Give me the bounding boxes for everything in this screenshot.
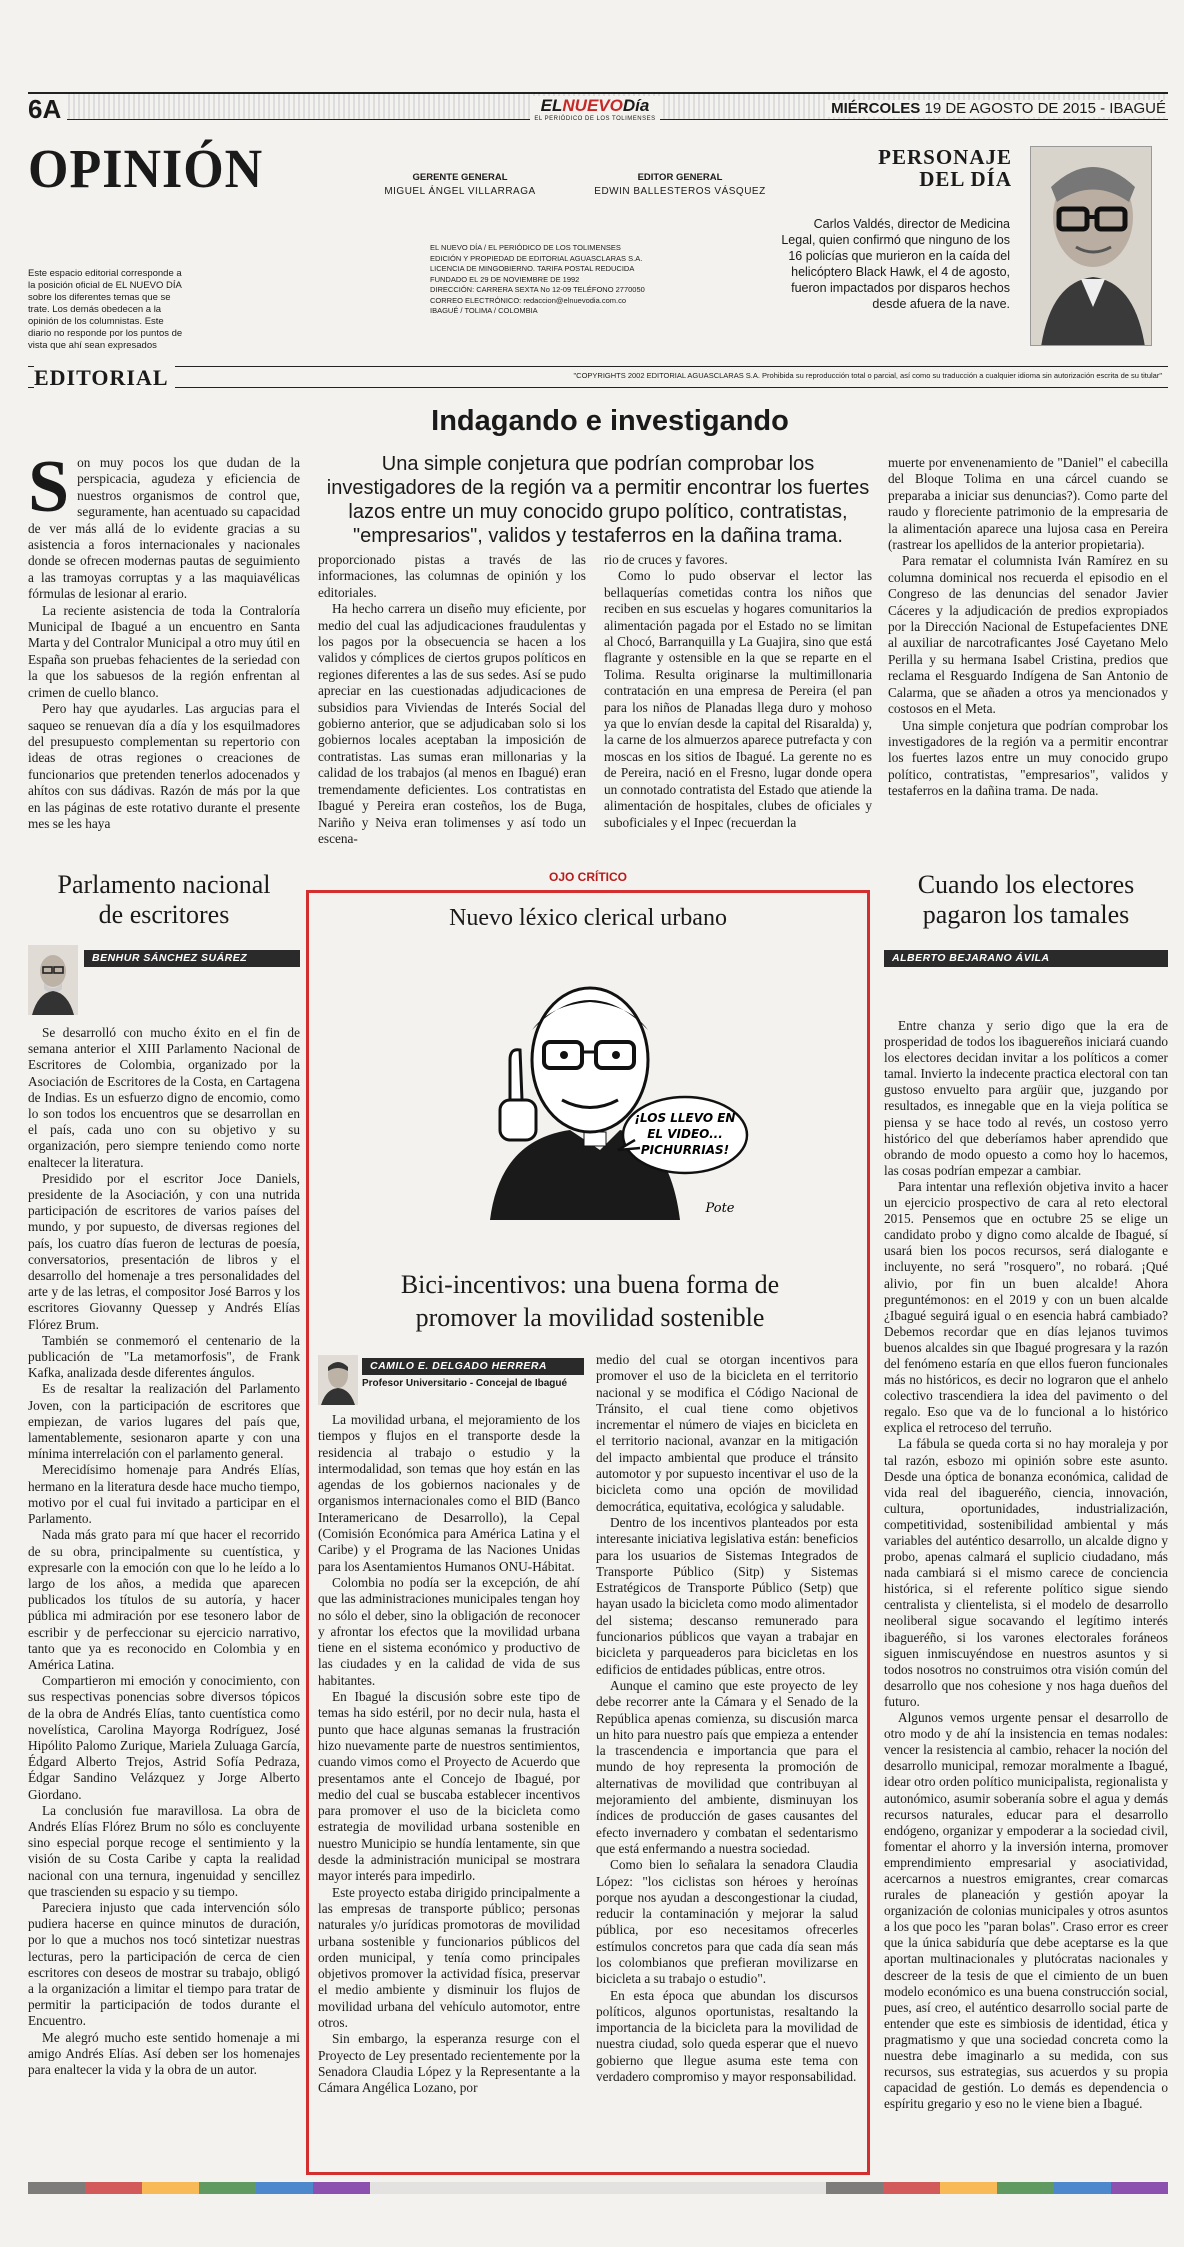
bici-col-2: medio del cual se otorgan incentivos para promover el uso de la bicicleta en el territorio nacional y se modifica el Código Nacional de Tránsito, el cual tiene como objetivos incrementar el número de viajes en bicicleta en el territorio nacional, avanzar en la mitigación del impacto ambiental que produce el tránsito automotor y por supuesto incentivar el uso de la bicicleta como una opción de movilidad democrática, equitativa, ecológica y saludable. Dentro de los incentivos planteados por esta interesante iniciativa legislativa están: beneficios para los usuarios de Sistemas Integrados de Transporte Público (Sitp) y Sistemas Estratégicos de Transporte Público (Setp) que hayan usado la bicicleta como modo alimentador del sistema; descanso remunerado para funcionarios públicos que vayan a trabajar en bicicleta y parqueaderos para bicicletas en los edificios de entidades públicas, entre otros. Aunque el camino que este proyecto de ley debe recorrer ante la Cámara y el Senado de la República apenas comienza, su discusión marca un hito para nuestro país que empieza a entender la trascendencia e importancia que para el mundo de hoy representa la promoción de alternativas de movilidad que contribuyan al mejoramiento del ambiente, disminuyan los índices de producción de gases causantes del efecto invernadero y combatan el sedentarismo que está enfermando a nuestra sociedad. Como bien lo señalara la senadora Claudia López: "los ciclistas son héroes y heroínas porque nos ayudan a descongestionar la ciudad, reducir la contaminación y mejorar la salud pública, por eso necesitamos ofrecerles estímulos concretos para que cada día sean más los colombianos que prefieran movilizarse en bicicleta a su trabajo o estudio". En esta época que abundan los discursos políticos, algunos oportunistas, resaltando la importancia de la bicicleta para la movilidad de nuestra ciudad, solo queda esperar que el nuevo gobierno que llegue asuma este tema con verdadero compromiso y mayor responsabilidad. [596, 1352, 858, 2085]
right-column-title: Cuando los electores pagaron los tamales [917, 870, 1135, 929]
editorial-cartoon [470, 950, 750, 1220]
left-author-byline: BENHUR SÁNCHEZ SUÁREZ [84, 950, 300, 967]
section-title: OPINIÓN [28, 139, 264, 200]
editorial-col-1: S on muy pocos los que dudan de la perspicacia, agudeza y eficiencia de nuestros organismos de control que, seguramente, han acentuado su capacidad de ver más allá de lo evidente gracias a su asistencia a foros internacionales y nacionales donde se ofrecen modernas pautas de seguimiento a las tramoyas corruptas y a las maquiavélicas fórmulas de lesionar al erario. La reciente asistencia de toda la Contraloría Municipal de Ibagué a un encuentro en Santa Marta y del Contralor Municipal a otro muy útil en España son pruebas fehacientes de la seriedad con la que los sabuesos de la región enfrentan al crimen de cuello blanco. Pero hay que ayudarles. Las argucias para el saqueo se renuevan día a día y los esquilmadores del presupuesto complementan su repertorio con ideas de otras regiones o creaciones de funcionarios que pretenden tenerlos adocenados y ahítos con sus dádivas. Razón de más por la que en las páginas de este rotativo durante el presente mes se les haya [28, 446, 300, 831]
left-column-body: Se desarrolló con mucho éxito en el fin de semana anterior el XIII Parlamento Nacional de Escritores de Colombia, organizado por la Asociación de Escritores de la Costa, en Cartagena de Indias. Es un esfuerzo digno de encomio, como lo son todos los encuentros que se desarrollan en el país, cada uno con su objetivo y su organización, pero siempre teniendo como norte enaltecer la literatura. Presidido por el escritor Joce Daniels, presidente de la Asociación, y con una nutrida participación de escritores de varios países del mundo, y por supuesto, de diversas regiones del país, los cuatro días fueron de lecturas de poesía, conversatorios, presentación de libros y el desarrollo del homenaje a tres personalidades del arte y de las letras, el compositor José Barros y los escritores Giovanny Quessep y Andrés Elías Flórez Brum. También se conmemoró el centenario de la publicación de "La metamorfosis", de Frank Kafka, analizada desde diferentes ángulos. Es de resaltar la realización del Parlamento Joven, con la participación de escritores que empiezan, de varios lugares del país que, lamentablemente, sesionaron aparte y con una mínima interrelación con el parlamento general. Merecidísimo homenaje para Andrés Elías, hermano en la literatura desde hace mucho tiempo, motivo por el cual fui invitado a participar en el Parlamento. Nada más grato para mí que hacer el recorrido de su obra, principalmente su cuentística, y expresarle con la emoción con que lo he leído a lo largo de los años, a medida que aparecen publicados los títulos de su autoría, y hacer pública mi admiración por ese tesonero labor de escribir y de perfeccionar su ejercicio narrativo, tanto que ya es reconocido en Colombia y en América Latina. Compartieron mi emoción y conocimiento, con sus respectivas ponencias sobre diversos tópicos de la obra de Andrés Elías, tanto cuentística como novelística, Carolina Mayorga Rodríguez, José Hipólito Palomo Zurique, Mariela Zuluaga García, Édgard Alberto Trejos, Astrid Sofía Pedraza, Édgar Sandino Velázquez y Jorge Alberto Giordano. La conclusión fue maravillosa. La obra de Andrés Elías Flórez Brum no sólo es concluyente sino especial porque recoge el sentimiento y la visión de su Costa Caribe y capta la realidad nacional con una ternura, ingenuidad y sencillez que trascienden su espacio y su tiempo. Pareciera injusto que cada intervención sólo pudiera hacerse en quince minutos de duración, por lo que a muchos nos tocó sintetizar nuestras lecturas, pero la participación de cerca de cien escritores con deseos de mostrar su trabajo, obligó a la organización a limitar el tiempo para tratar de permitir la participación de todos durante el Encuentro. Me alegró mucho este sentido homenaje a mi amigo Andrés Elías. Así deben ser los homenajes para enaltecer la vida y la obra de un autor. [28, 1025, 300, 2077]
speech-line-3: PICHURRIAS! [640, 1143, 730, 1157]
editorial-headline: Indagando e investigando [431, 405, 789, 437]
bici-col-1: La movilidad urbana, el mejoramiento de los tiempos y flujos en el transporte desde la residencia al trabajo o estudio y la intermodalidad, son temas que hoy están en las agendas de los gobiernos nacionales y de organismos internacionales como el BID (Banco Interamericano de Desarrollo), la Cepal (Comisión Económica para América Latina y el Caribe) y el Programa de las Naciones Unidas para los Asentamientos Humanos ONU-Hábitat. Colombia no podía ser la excepción, de ahí que las administraciones municipales tengan hoy no sólo el deber, sino la obligación de reconocer y afrontar los efectos que la movilidad urbana tiene en el sistema económico y productivo de las ciudades y en la calidad de vida de sus habitantes. En Ibagué la discusión sobre este tipo de temas ha sido estéril, por no decir nula, hasta el punto que hace algunas semanas la frustración hizo nuevamente parte de nuestros sentimientos, cuando vimos como el Proyecto de Acuerdo que presentamos ante el Concejo de Ibagué, por medio del cual se buscaba establecer incentivos para promover el uso de la bicicleta como estrategia de movilidad urbana sostenible en nuestro Municipio se hundía lentamente, sin que desde la administración municipal se mostrara mayor interés para impedirlo. Este proyecto estaba dirigido principalmente a las empresas de transporte público; personas naturales y/o jurídicas promotoras de movilidad urbana sostenible y funcionarios públicos del orden municipal, y tenía como principales objetivos promover la actividad física, preservar el medio ambiente y disminuir los flujos de movilidad urbana del vehículo automotor, entre otros. Sin embargo, la esperanza resurge con el Proyecto de Ley presentado recientemente por la Senadora Claudia López y la Representante a la Cámara Angélica Lozano, por [318, 1412, 580, 2096]
copyright-notice: "COPYRIGHTS 2002 EDITORIAL AGUASCLARAS S.A. Prohibida su reproducción total o parcial, así como su traducción a cualquier idioma sin autorización escrita de su titular" [573, 371, 1162, 380]
color-registration-bar [28, 2182, 1168, 2194]
ojo-critico-label: OJO CRÍTICO [543, 870, 633, 884]
editorial-label: EDITORIAL [34, 365, 175, 391]
editorial-bar [28, 366, 1168, 388]
editorial-subhead: Una simple conjetura que podrían comprobar los investigadores de la región va a permitir encontrar los fuertes lazos entre un muy conocido grupo político, contratistas, "empresarios", validos y testaferros en la dañina trama. [326, 453, 870, 547]
editorial-col-2: proporcionado pistas a través de las informaciones, las columnas de opinión y los editoriales. Ha hecho carrera un diseño muy eficiente, por medio del cual las adjudicaciones fraudulentas y los pagos por la obsecuencia se hacen a los validos y cómplices de ciertos grupos políticos en regiones diferentes a las de sus sedes. Así se pudo apreciar en las cuestionadas adjudicaciones de subsidios para Viviendas de Interés Social del gobierno anterior, que se adjudicaban solo si los gobiernos locales aceptaban la imposición de contratistas. Las sumas eran millonarias y la calidad de los trabajos (al menos en Ibagué) eran tremendamente deficientes. Los contratistas en Ibagué y Pereira eran costeños, los de Buga, Nariño y Neiva eran tolimenses y así todo un escena- [318, 552, 586, 846]
personaje-title: PERSONAJE DEL DÍA [878, 145, 1012, 191]
bici-article-title: Bici-incentivos: una buena forma de promover la movilidad sostenible [400, 1270, 780, 1332]
left-column-title: Parlamento nacional de escritores [57, 870, 271, 929]
speech-line-2: EL VIDEO... [647, 1127, 723, 1141]
section-note: Este espacio editorial corresponde a la posición oficial de EL NUEVO DÍA sobre los diferentes temas que se trate. Los demás obedecen a la opinión de los columnistas. Este diario no responde por los puntos de vista que ahí sean expresados [28, 268, 183, 351]
newspaper-logo[interactable]: ELNUEVODía EL PERIÓDICO DE LOS TOLIMENSES [530, 96, 660, 120]
right-author-byline: ALBERTO BEJARANO ÁVILA [884, 950, 1168, 967]
masthead-info: EL NUEVO DÍA / EL PERIÓDICO DE LOS TOLIMENSES EDICIÓN Y PROPIEDAD DE EDITORIAL AGUASCLARAS S.A. LICENCIA DE MINGOBIERNO. TARIFA POSTAL REDUCIDA FUNDADO EL 29 DE NOVIEMBRE DE 1992 DIRECCIÓN: CARRERA SEXTA No 12-09 TELÉFONO 2770050 CORREO ELECTRÓNICO: redaccion@elnuevodia.com.co IBAGUÉ / TOLIMA / COLOMBIA [430, 243, 645, 315]
right-column-body: Entre chanza y serio digo que la era de prosperidad de todos los ibaguereños iniciará cuando los electores decidan invitar a los políticos a comer tamal. Invierto la indecente practica electoral con tan gustoso envuelto para argüir que, juzgando por resultados, es innegable que en la vieja política se piensa y se hace todo al revés, un costoso yerro histórico del que deberíamos haber aprendido que obrando de modo opuesto a como hoy lo hacemos, las cosas podrían empezar a cambiar. Para intentar una reflexión objetiva invito a hacer un ejercicio prospectivo de cara al reto electoral 2015. Pensemos que en octubre 25 se elige un candidato probo y digno como alcalde de Ibagué, sí usará bien los pocos recursos, será dialogante e incluyente, no será "rosquero", no robará. ¡Qué alivio, por fin un buen alcalde! Ahora preguntémonos: en el 2019 y con un buen alcalde ¿Ibagué seguirá igual o en esencia habrá cambiado? Debemos recordar que en días lejanos tuvimos buenos alcaldes sin que Ibagué progresara y la razón del fenómeno estaría en que ellos fueron funcionales más no históricos, es decir no lograron que el anhelo colectivo trascendiera la idea del pavimento o del regalo. Eso que va de lo funcional a lo histórico explica el retroceso del terruño. La fábula se queda corta si no hay moraleja y por tal razón, esbozo mi opinión sobre este asunto. Desde una óptica de bonanza económica, calidad de vida real del ibagueréño, ciencia, innovación, cultura, oportunidades, industrialización, competitividad, sostenibilidad ambiental y más variables del auténtico desarrollo, un alcalde digno y probo, apenas calmará el suplicio ciudadano, más nada cambiará si el mismo carece de conciencia histórica, si el referente político sigue siendo centralista y clientelista, si el modelo de desarrollo neoliberal sigue socavando el legítimo interés ibagueréño, si los varones electorales foráneos siguen inmiscuyéndose en nuestros asuntos y si todos nosotros no construimos otra visión común del desarrollo que nos cohesione y nos haga dueños del futuro. Algunos vemos urgente pensar el desarrollo de otro modo y de ahí la insistencia en temas nodales: vencer la resistencia al cambio, rehacer la noción del desarrollo municipal, remozar moralmente a Ibagué, idear otro orden político municipalista, regionalista y autonómico, asumir soberanía sobre el agua y demás recursos naturales, educar para el desarrollo endógeno, organizar y empoderar a la sociedad civil, fomentar el ahorro y la inversión interna, promover emprendimiento empresarial y asociatividad, acercarnos a nuestros emigrantes, crear comarcas rurales de planeación y gestión apoyar la organización de colonias municipales y otros asuntos a los que poco les "paran bolas". Craso error es creer que la única sabiduría que debe aceptarse es la que aportan multinacionales y plutócratas nacionales y descreer de la tesis de que el cimiento de un buen modelo económico es una buena construcción social, pues, así creo, el auténtico desarrollo social parte de entender que este es simbiosis de identidad, ética y pragmatismo y que una sociedad concreta como la nuestra debe imaginarlo a su medida, con sus recursos, sus estrategias, sus acuerdos y su propia capacidad de gestión. Lo demás es dependencia o espíritu gregario y eso no le viene bien a Ibagué. [884, 1018, 1168, 2112]
editorial-col-3: rio de cruces y favores. Como lo pudo observar el lector las bellaquerías cometidas contra los niños que reciben en sus escuelas y hogares comunitarios la alimentación pagada por el Estado no se limitan al Chocó, Barranquilla y La Guajira, sino que está flagrante y ostensible en la que se reparte en el Tolima. Resulta originarse la multimillonaria contratación en una empresa de Pereira (el pan para los niños de Planadas llega duro y mohoso ya que lo envían desde la capital del Risaralda) y, la carne de los almuerzos aparece putrefacta y con moscas en los sitios de Ibagué. La gerente no es de Pereira, nació en el Fresno, lugar donde opera un connotado contratista del Estado que atiende la alimentación de hospitales, clubes de oficiales y suboficiales y el Inpec (recuerdan la [604, 552, 872, 830]
cartoon-title: Nuevo léxico clerical urbano [449, 905, 727, 931]
dateline: MIÉRCOLES 19 DE AGOSTO DE 2015 - IBAGUÉ [825, 100, 1166, 117]
speech-line-1: ¡LOS LLEVO EN [634, 1111, 736, 1125]
editorial-col-4: muerte por envenenamiento de "Daniel" el cabecilla del Bloque Tolima en una cárcel cuando se preparaba a iniciar sus denuncias?). Como parte del raudo y floreciente patrimonio de la empresaria de la alimentación aparece una lujosa casa en Pereira (rastrear los apellidos de la anterior propietaria). Para rematar el columnista Iván Ramírez en su columna dominical nos recuerda el episodio en el Congreso de las denuncias del senador Javier Cáceres y la adjudicación de predios expropiados por la Dirección Nacional de Estupefacientes DNE al auxiliar de narcotraficantes José Cayetano Melo Perilla y su hermana Isabel Cristina, predios que reclama el Resguardo Indígena de San Antonio de Calarma, que se añaden a otros ya mencionados y costosos en el Meta. Una simple conjetura que podrían comprobar los investigadores de la región va a permitir encontrar los fuertes lazos entre un muy conocido grupo político, contratistas, "empresarios", validos y testaferros en la dañina trama. De nada. [888, 455, 1168, 799]
center-author-role: Profesor Universitario - Concejal de Ibagué [362, 1378, 568, 1389]
personaje-photo [1030, 146, 1152, 346]
page-number: 6A [28, 94, 67, 125]
left-author-avatar [28, 945, 78, 1015]
personaje-text: Carlos Valdés, director de Medicina Legal, quien confirmó que ninguno de los 16 policías que murieron en la caída del helicóptero Black Hawk, el 4 de agosto, fueron impactados por disparos hechos desde afuera de la nave. [781, 217, 1010, 311]
cartoon-signature: Pote [705, 1201, 735, 1216]
dropcap: S [28, 446, 70, 528]
center-author-byline: CAMILO E. DELGADO HERRERA [362, 1358, 584, 1375]
center-author-avatar [318, 1355, 358, 1405]
